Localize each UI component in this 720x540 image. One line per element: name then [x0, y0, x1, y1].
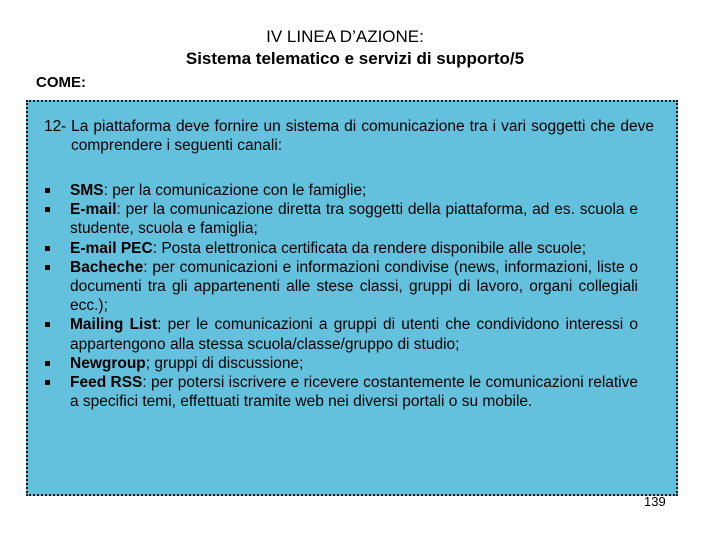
item-term: Bacheche: [70, 258, 144, 276]
item-term: Mailing List: [70, 316, 158, 334]
list-item-newgroup: [42, 354, 638, 373]
list-item-email-pec: [42, 239, 638, 258]
title-line-1: IV LINEA D’AZIONE:: [266, 27, 424, 46]
list-item-feed-rss: [42, 373, 638, 411]
square-bullet-icon: [45, 361, 50, 366]
item-text: ; gruppi di discussione;: [145, 354, 304, 372]
channel-list: [42, 181, 638, 411]
list-item-sms: [42, 181, 638, 200]
slide-title: [150, 26, 560, 70]
item-term: Newgroup: [70, 354, 146, 372]
list-item-bacheche: [42, 258, 638, 316]
square-bullet-icon: [45, 207, 50, 212]
intro-paragraph: [44, 117, 654, 155]
square-bullet-icon: [45, 188, 50, 193]
item-text: : per la comunicazione diretta tra soggetti della piattaforma, ad es. scuola e studente, scuola e famiglia;: [70, 201, 638, 238]
item-text: : per potersi iscrivere e ricevere costantemente le comunicazioni relative a specifici temi, effettuati tramite web nei diversi portali o su mobile.: [70, 374, 639, 411]
item-text: : per la comunicazione con le famiglie;: [103, 182, 367, 199]
item-term: SMS: [70, 182, 104, 199]
square-bullet-icon: [45, 265, 50, 270]
come-label: COME:: [36, 74, 86, 91]
list-item-mailing-list: [42, 315, 638, 353]
square-bullet-icon: [45, 322, 50, 327]
item-term: Feed RSS: [70, 374, 143, 392]
intro-text: - La piattaforma deve fornire un sistema di comunicazione tra i vari soggetti che deve comprendere i seguenti canali:: [61, 118, 654, 154]
content-box: [26, 100, 678, 496]
title-line-2: Sistema telematico e servizi di supporto/5: [185, 49, 525, 68]
item-term: E-mail: [70, 201, 117, 219]
item-text: : Posta elettronica certificata da rendere disponibile alle scuole;: [152, 239, 587, 257]
square-bullet-icon: [45, 246, 50, 251]
intro-number: 12: [44, 118, 62, 135]
item-text: : per comunicazioni e informazioni condivise (news, informazioni, liste o documenti tra gli appartenenti alle stese classi, gruppi di lavoro, organi collegiali ecc.);: [70, 258, 638, 315]
item-term: E-mail PEC: [70, 239, 153, 257]
list-item-email: [42, 200, 638, 238]
page-number: 139: [644, 494, 666, 509]
square-bullet-icon: [45, 380, 50, 385]
item-text: : per le comunicazioni a gruppi di utenti che condividono interessi o appartengono alla stessa scuola/classe/gruppo di studio;: [70, 316, 638, 353]
